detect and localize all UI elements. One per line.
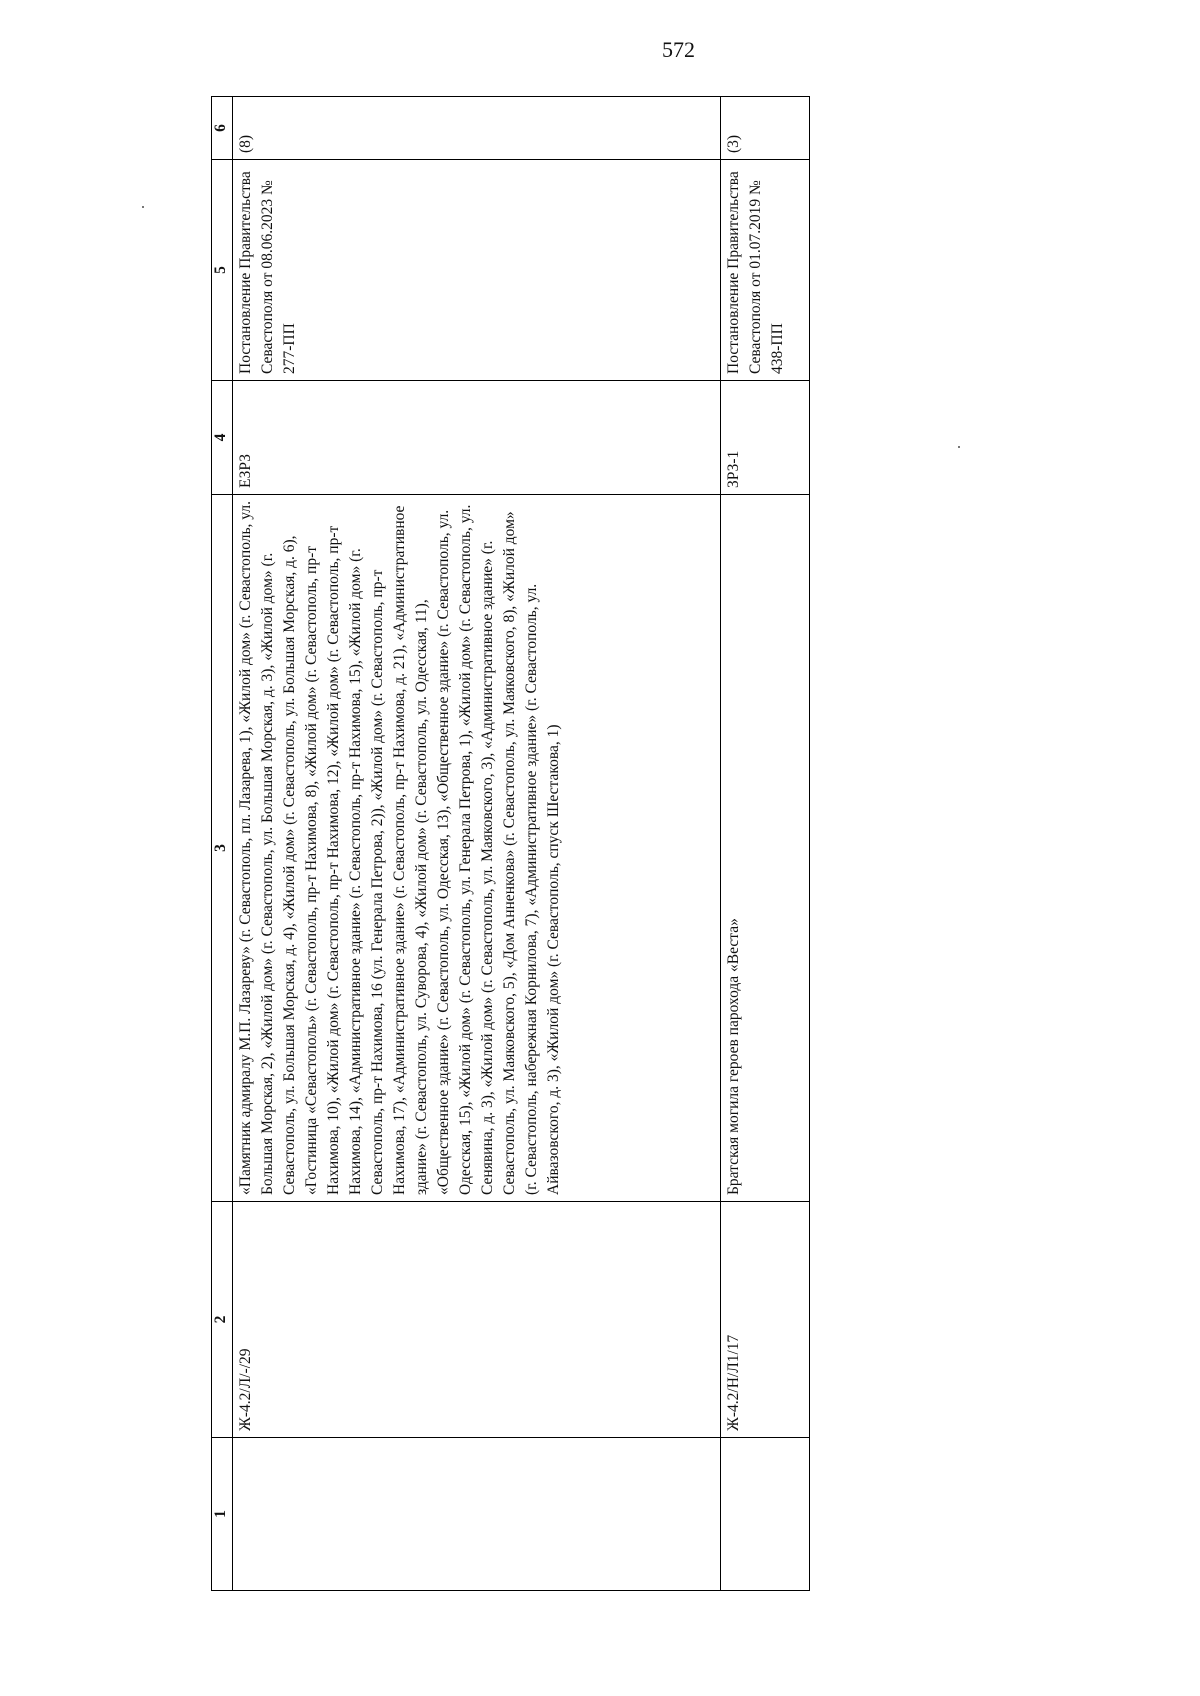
row1-objects-list: «Памятник адмиралу М.П. Лазареву» (г. Севастополь, пл. Лазарева, 1), «Жилой дом» (г. Севастополь, ул. Большая Морская, 2), «Жилой дом» (г. Севастополь, ул. Большая Морская, д. 3), «Жилой дом» (г. Севастополь, ул. Большая Морская, д. 4), «Жилой дом» (г. Севастополь, ул. Большая Морская, д. 6), «Гостиница «Севастополь» (г. Севастополь, пр-т Нахимова, 8), «Жилой дом» (г. Севастополь, пр-т Нахимова, 10), «Жилой дом» (г. Севастополь, пр-т Нахимова, 12), «Жилой дом» (г. Севастополь, пр-т Нахимова, 14), «Административное здание» (г. Севастополь, пр-т Нахимова, 15), «Жилой дом» (г. Севастополь, пр-т Нахимова, 16 (ул. Генерала Петрова, 2)), «Жилой дом» (г. Севастополь, пр-т Нахимова, 17), «Административное здание» (г. Севастополь, пр-т Нахимова, д. 21), «Административное здание» (г. Севастополь, ул. Суворова, 4), «Жилой дом» (г. Севастополь, ул. Одесская, 11), «Общественное здание» (г. Севастополь, ул. Одесская, 13), «Общественное здание» (г. Севастополь, ул. Одесская, 15), «Жилой дом» (г. Севастополь, ул. Генерала Петрова, 1), «Жилой дом» (г. Севастополь, ул. Сенявина, д. 3), «Жилой дом» (г. Севастополь, ул. Маяковского, 3), «Административное здание» (г. Севастополь, ул. Маяковского, 5), «Дом Анненкова» (г. Севастополь, ул. Маяковского, 8), «Жилой дом» (г. Севастополь, набережная Корнилова, 7), «Административное здание» (г. Севастополь, ул. Айвазовского, д. 3), «Жилой дом» (г. Севастополь, спуск Шестакова, 1) [233,495,721,1202]
header-cell-4: 4 [212,381,233,495]
scan-speck [958,446,960,448]
row1-zone-type: ЕЗРЗ [233,381,721,495]
header-cell-1: 1 [212,1438,233,1591]
table-row [721,97,810,1591]
header-cell-2: 2 [212,1202,233,1438]
row1-zone-code: Ж-4.2/Л/-/29 [233,1202,721,1438]
row2-note: (3) [721,97,810,160]
rotated-table-wrapper [211,124,811,1591]
row1-decree: Постановление Правительства Севастополя от 08.06.2023 № 277-ПП [233,160,721,381]
row1-col1 [233,1438,721,1591]
row2-decree: Постановление Правительства Севастополя от 01.07.2019 № 438-ПП [721,160,810,381]
row2-col1 [721,1438,810,1591]
scan-speck [142,206,144,208]
table-row [233,97,721,1591]
table-header-row [212,97,233,1591]
page-number: 572 [662,37,695,62]
header-cell-5: 5 [212,160,233,381]
row2-zone-code: Ж-4.2/Н/Л1/17 [721,1202,810,1438]
objects-table [211,96,810,1591]
row2-objects-list: Братская могила героев парохода «Веста» [721,495,810,1202]
row1-note: (8) [233,97,721,160]
header-cell-3: 3 [212,495,233,1202]
header-cell-6: 6 [212,97,233,160]
row2-zone-type: ЗРЗ-1 [721,381,810,495]
